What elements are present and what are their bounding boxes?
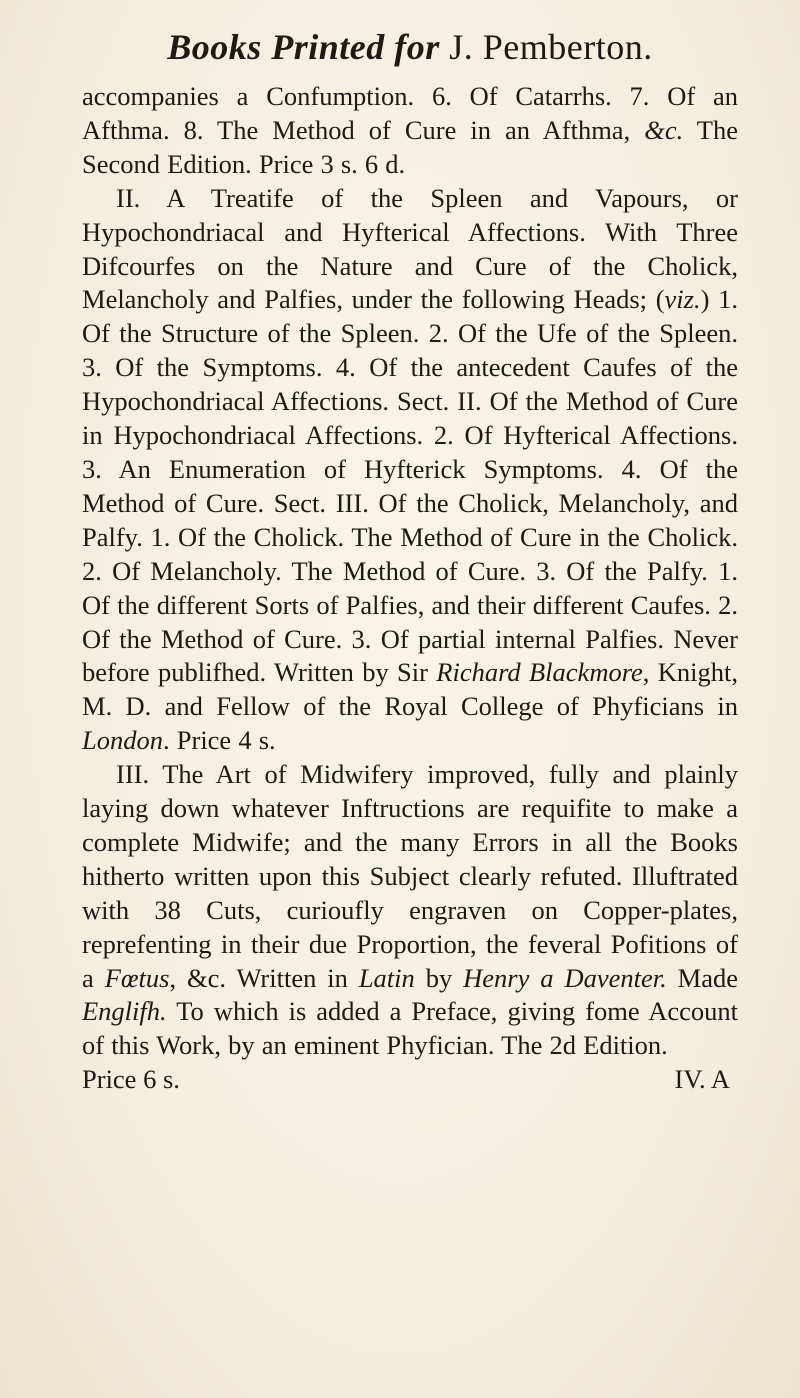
- item-ii-viz: viz.: [664, 284, 701, 315]
- item-iii-by: by: [414, 962, 464, 993]
- running-head-publisher: J. Pemberton.: [449, 27, 653, 67]
- item-ii-price: . Price 4 s.: [163, 725, 276, 756]
- item-ii-author: Richard Blackmore: [436, 657, 643, 688]
- item-ii-city: London: [82, 725, 163, 756]
- item-iii-price: Price 6 s.: [82, 1064, 180, 1095]
- paragraph-item-ii: [82, 182, 738, 758]
- intro-etc: &c.: [644, 114, 684, 145]
- item-iii-etc: , &c.: [169, 962, 227, 993]
- advertisement-text: [82, 80, 738, 1063]
- paragraph-intro: [82, 80, 738, 182]
- running-head: [82, 26, 738, 68]
- intro-text: accompanies a Confumption. 6. Of Catarrhs. 7. Of an Afthma. 8. The Method of Cure in an Afthma,: [82, 81, 738, 145]
- item-iii-latin: Latin: [358, 962, 415, 993]
- item-iii-author: Henry a Daventer.: [463, 962, 667, 993]
- item-iii-made: Made: [666, 962, 738, 993]
- item-iii-foetus: Fœtus: [104, 962, 170, 993]
- item-iii-text: III. The Art of Midwifery improved, fully and plainly laying down whatever Inftructions are requifite to make a complete Midwife; and the many Errors in all the Books hitherto written upon this Subject clearly refuted. Illuftrated with 38 Cuts, curioufly engraven on Copper-plates, reprefenting in their due Proportion, the feveral Pofitions of a: [82, 759, 738, 993]
- catchword: IV. A: [674, 1064, 730, 1095]
- running-head-title: Books Printed for: [167, 27, 440, 67]
- page-footer-line: [82, 1063, 738, 1097]
- intro-edition-price: The Second Edition. Price 3 s. 6 d.: [82, 114, 738, 179]
- item-ii-contents: ) 1. Of the Structure of the Spleen. 2. Of the Ufe of the Spleen. 3. Of the Symptoms. 4. Of the antecedent Caufes of the Hypochondriacal Affections. Sect. II. Of the Method of Cure in Hypochondriacal Affections. 2. Of Hyfterical Affections. 3. An Enumeration of Hyfterick Symptoms. 4. Of the Method of Cure. Sect. III. Of the Cholick, Melancholy, and Palfy. 1. Of the Cholick. The Method of Cure in the Cholick. 2. Of Melancholy. The Method of Cure. 3. Of the Palfy. 1. Of the different Sorts of Palfies, and their different Caufes. 2. Of the Method of Cure. 3. Of partial internal Palfies. Never before publifhed. Written by Sir: [82, 284, 738, 688]
- item-ii-author-title: , Knight, M. D. and Fellow of the Royal College of Phyficians in: [82, 657, 738, 722]
- item-iii-written: Written in: [226, 962, 359, 993]
- item-iii-preface: To which is added a Preface, giving fome Account of this Work, by an eminent Phyfician. The 2d Edition.: [82, 996, 738, 1061]
- item-iii-english: Englifh.: [82, 996, 167, 1027]
- item-ii-text: II. A Treatife of the Spleen and Vapours, or Hypochondriacal and Hyfterical Affections. With Three Difcourfes on the Nature and Cure of the Cholick, Melancholy and Palfies, under the following Heads; (: [82, 182, 738, 315]
- paragraph-item-iii: [82, 758, 738, 1063]
